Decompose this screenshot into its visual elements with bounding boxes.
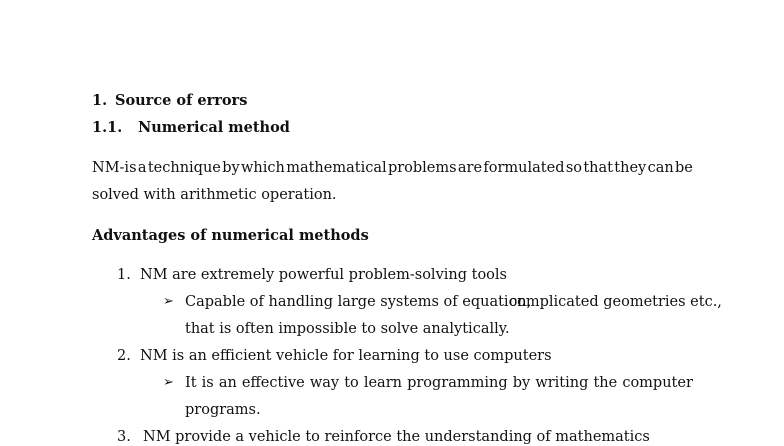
word: NM-is	[92, 160, 137, 176]
list-item-text: NM are extremely powerful problem-solving tools	[140, 267, 507, 283]
subsection-title: Numerical method	[138, 119, 290, 136]
word: computer	[622, 375, 693, 391]
word: programming	[407, 375, 508, 391]
word: It	[185, 375, 197, 391]
definition-line-1	[92, 159, 693, 177]
list-item-text: NM provide a vehicle to reinforce the understanding of mathematics	[143, 429, 650, 445]
word: effective	[241, 375, 305, 391]
arrow-bullet-icon: ➢	[163, 294, 174, 309]
word: which	[241, 160, 285, 176]
word: so	[565, 160, 582, 176]
section-number: 1.	[92, 92, 108, 109]
word: is	[201, 375, 214, 391]
word: way	[309, 375, 340, 391]
word: problems	[387, 160, 457, 176]
arrow-bullet-icon: ➢	[163, 375, 174, 390]
section-title: Source of errors	[115, 92, 248, 109]
list-item-number: 2.	[117, 348, 131, 364]
word: that	[583, 160, 613, 176]
word: technique	[147, 160, 221, 176]
word: can	[647, 160, 674, 176]
subsection-heading	[92, 119, 290, 137]
word: an	[218, 375, 237, 391]
sub-bullet-line-1a: Capable of handling large systems of equation,	[185, 294, 532, 310]
word: by	[222, 160, 240, 176]
list-item-number: 3.	[117, 429, 131, 445]
word: learn	[363, 375, 402, 391]
list-item-text: NM is an efficient vehicle for learning to use computers	[140, 348, 552, 364]
subsection-number: 1.1.	[92, 119, 123, 136]
word: the	[593, 375, 618, 391]
word: formulated	[483, 160, 565, 176]
sub-bullet-line-1b: complicated geometries etc.,	[509, 294, 722, 310]
word: be	[675, 160, 693, 176]
sub-bullet-line-1	[185, 374, 693, 392]
word: are	[457, 160, 483, 176]
list-item-number: 1.	[117, 267, 131, 283]
sub-bullet-line-2: that is often impossible to solve analytically.	[185, 321, 510, 337]
word: to	[344, 375, 359, 391]
word: they	[614, 160, 647, 176]
definition-line-2: solved with arithmetic operation.	[92, 187, 337, 203]
word: by	[512, 375, 531, 391]
sub-bullet-line-2: programs.	[185, 402, 261, 418]
section-heading	[92, 92, 248, 110]
word: a	[137, 160, 147, 176]
advantages-heading: Advantages of numerical methods	[92, 227, 369, 244]
word: writing	[535, 375, 589, 391]
word: mathematical	[286, 160, 387, 176]
